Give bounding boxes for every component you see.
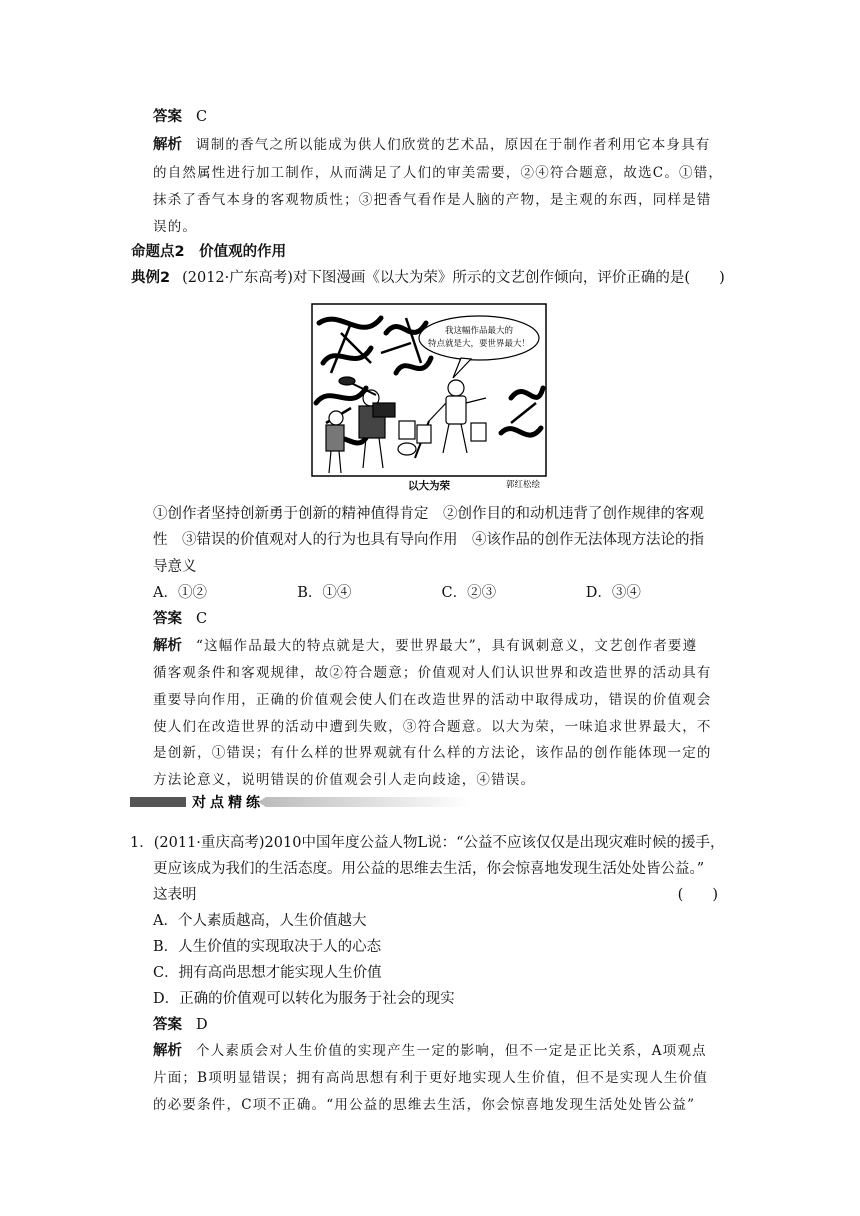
analysis-line: 解析 “这幅作品最大的特点就是大，要世界最大”，具有讽刺意义，文艺创作者要遵 xyxy=(153,638,698,654)
question-stem-line: 这表明 ( ) xyxy=(153,881,730,909)
analysis-label: 解析 xyxy=(153,638,182,654)
answer-value: C xyxy=(196,611,208,627)
analysis-line: 解析 调制的香气之所以能成为供人们欣赏的艺术品，原因在于制作者利用它本身具有 xyxy=(153,137,711,153)
analysis-line: 的自然属性进行加工制作，从而满足了人们的审美需要，②④符合题意，故选C。①错， xyxy=(153,165,724,181)
answer-parenthesis: ( ) xyxy=(677,887,718,903)
cartoon-illustration xyxy=(311,303,547,491)
example-stem: 典例2 (2012·广东高考)对下图漫画《以大为荣》所示的文艺创作倾向，评价正确的是( ) xyxy=(131,270,725,286)
option-d: D．③④ xyxy=(585,585,641,601)
statement-line: 性 ③错误的价值观对人的行为也具有导向作用 ④该作品的创作无法体现方法论的指 xyxy=(153,532,704,548)
analysis-line: 重要导向作用，正确的价值观会使人们在改造世界的活动中取得成功，错误的价值观会 xyxy=(153,692,712,708)
analysis-label: 解析 xyxy=(153,1043,182,1059)
answer-line xyxy=(153,1011,730,1039)
answer-line xyxy=(153,103,730,131)
analysis-line: 循客观条件和客观规律，故②符合题意；价值观对人们认识世界和改造世界的活动具有 xyxy=(153,665,712,681)
practice-banner xyxy=(130,794,470,810)
question-stem-line: 更应该成为我们的生活态度。用公益的思维去生活，你会惊喜地发现生活处处皆公益。” xyxy=(153,861,705,877)
answer-value: D xyxy=(196,1017,208,1033)
analysis-line: 解析 个人素质会对人生价值的实现产生一定的影响，但不一定是正比关系，A项观点 xyxy=(153,1043,707,1059)
question-option: A．个人素质越高，人生价值越大 xyxy=(153,913,367,929)
option-c: C．②③ xyxy=(441,585,497,601)
cartoon-signature: 郭红松绘 xyxy=(505,480,541,490)
speech-line-1: 我这幅作品最大的 xyxy=(444,326,514,336)
answer-label: 答案 xyxy=(153,611,182,627)
analysis-line: 方法论意义，说明错误的价值观会引人走向歧途，④错误。 xyxy=(153,772,536,788)
answer-line xyxy=(153,605,730,633)
analysis-line: 抹杀了香气本身的客观物质性；③把香气看作是人脑的产物，是主观的东西，同样是错 xyxy=(153,192,712,208)
question-stem-line: 1．(2011·重庆高考)2010中国年度公益人物L说：“公益不应该仅仅是出现灾难时候的援手， xyxy=(130,835,725,851)
option-a: A．①② xyxy=(153,585,207,601)
options-row xyxy=(153,579,730,607)
statement-line: ①创作者坚持创新勇于创新的精神值得肯定 ②创作目的和动机违背了创作规律的客观 xyxy=(153,506,704,522)
question-option: B．人生价值的实现取决于人的心态 xyxy=(153,939,382,955)
example-label: 典例2 xyxy=(131,270,171,286)
analysis-line: 使人们在改造世界的活动中遭到失败，③符合题意。以大为荣，一味追求世界最大，不 xyxy=(153,719,712,735)
statement-line: 导意义 xyxy=(153,559,197,575)
analysis-line: 片面；B项明显错误；拥有高尚思想有利于更好地实现人生价值，但不是实现人生价值 xyxy=(153,1070,709,1086)
section-heading: 命题点2 价值观的作用 xyxy=(131,244,287,260)
analysis-line: 的必要条件，C项不正确。“用公益的思维去生活，你会惊喜地发现生活处处皆公益” xyxy=(153,1097,696,1113)
analysis-label: 解析 xyxy=(153,137,182,153)
speech-line-2: 特点就是大，要世界最大！ xyxy=(427,339,531,349)
analysis-line: 是创新，①错误；有什么样的世界观就有什么样的方法论，该作品的创作能体现一定的 xyxy=(153,745,712,761)
answer-label: 答案 xyxy=(153,109,182,125)
cartoon-caption: 以大为荣 xyxy=(408,480,450,491)
question-option: C．拥有高尚思想才能实现人生价值 xyxy=(153,965,382,981)
answer-value: C xyxy=(196,109,208,125)
practice-banner-title: 对点精练 xyxy=(192,795,264,810)
analysis-line: 误的。 xyxy=(153,219,198,235)
option-b: B．①④ xyxy=(297,585,352,601)
answer-label: 答案 xyxy=(153,1017,182,1033)
question-option: D．正确的价值观可以转化为服务于社会的现实 xyxy=(153,991,455,1007)
